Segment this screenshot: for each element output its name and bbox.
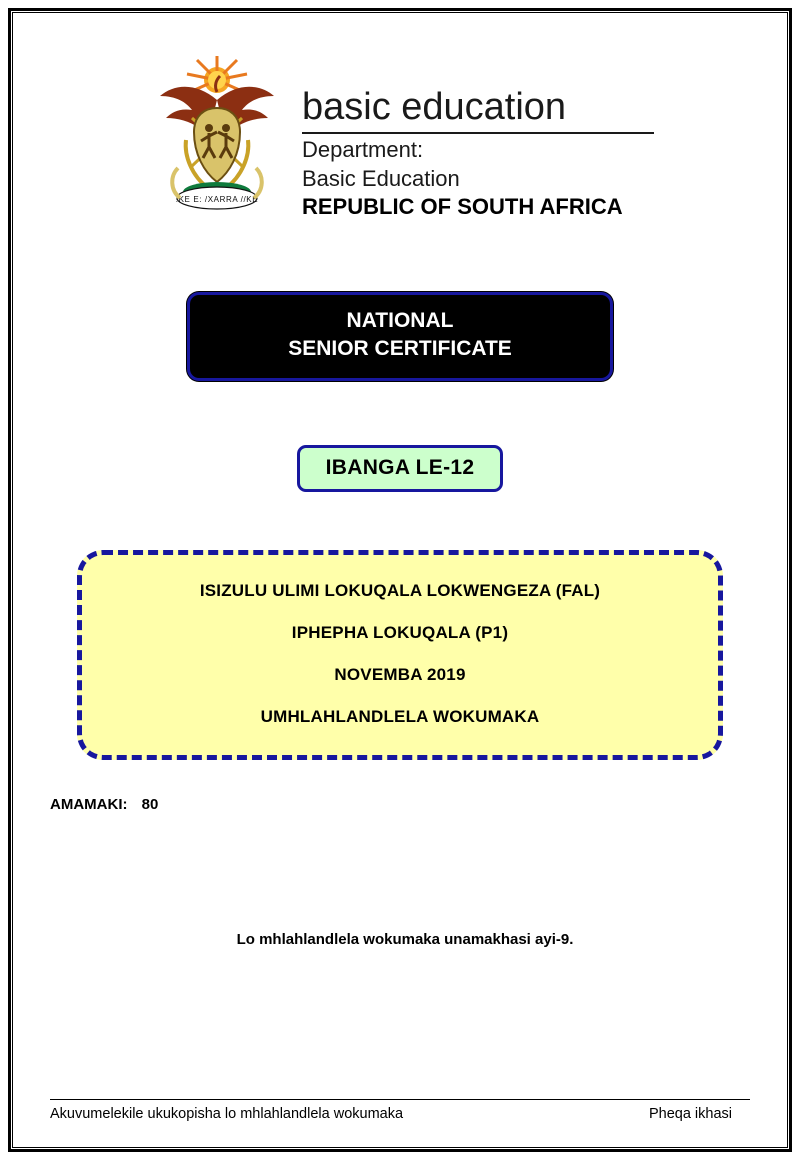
certificate-box — [187, 292, 613, 381]
certificate-banner — [16, 292, 784, 381]
brand-title: basic education — [302, 88, 654, 134]
subject-banner — [16, 550, 784, 760]
certificate-line-2: SENIOR CERTIFICATE — [288, 337, 512, 361]
certificate-line-1: NATIONAL — [346, 309, 454, 332]
marks-value: 80 — [141, 795, 159, 813]
footer-copyright-text: Akuvumelekile ukukopisha lo mhlahlandlela wokumaka — [50, 1106, 404, 1122]
svg-text:!KE E: /XARRA //KE: !KE E: /XARRA //KE — [175, 195, 259, 204]
grade-banner — [16, 445, 784, 492]
department-line-1: Department: — [302, 136, 424, 162]
south-africa-coat-of-arms-icon — [146, 48, 288, 226]
subject-line-2: IPHEPHA LOKUQALA (P1) — [291, 622, 509, 642]
department-wordmark — [302, 48, 654, 220]
subject-line-4: UMHLAHLANDLELA WOKUMAKA — [260, 706, 540, 726]
marks-label: AMAMAKI: — [50, 795, 128, 813]
footer-turn-over-text: Pheqa ikhasi — [648, 1106, 732, 1122]
subject-line-3: NOVEMBA 2019 — [334, 664, 466, 684]
department-line-2: Basic Education — [302, 165, 460, 191]
page-content — [16, 16, 784, 1144]
grade-box: IBANGA LE-12 — [297, 445, 504, 492]
page-footer — [16, 1099, 784, 1122]
department-line-3: REPUBLIC OF SOUTH AFRICA — [302, 193, 623, 219]
subject-line-1: ISIZULU ULIMI LOKUQALA LOKWENGEZA (FAL) — [199, 580, 601, 600]
footer-divider — [50, 1099, 750, 1100]
page-count-note: Lo mhlahlandlela wokumaka unamakhasi ayi-9. — [236, 930, 574, 948]
marks-line — [50, 796, 784, 813]
document-header — [16, 16, 784, 226]
subject-box — [77, 550, 723, 760]
